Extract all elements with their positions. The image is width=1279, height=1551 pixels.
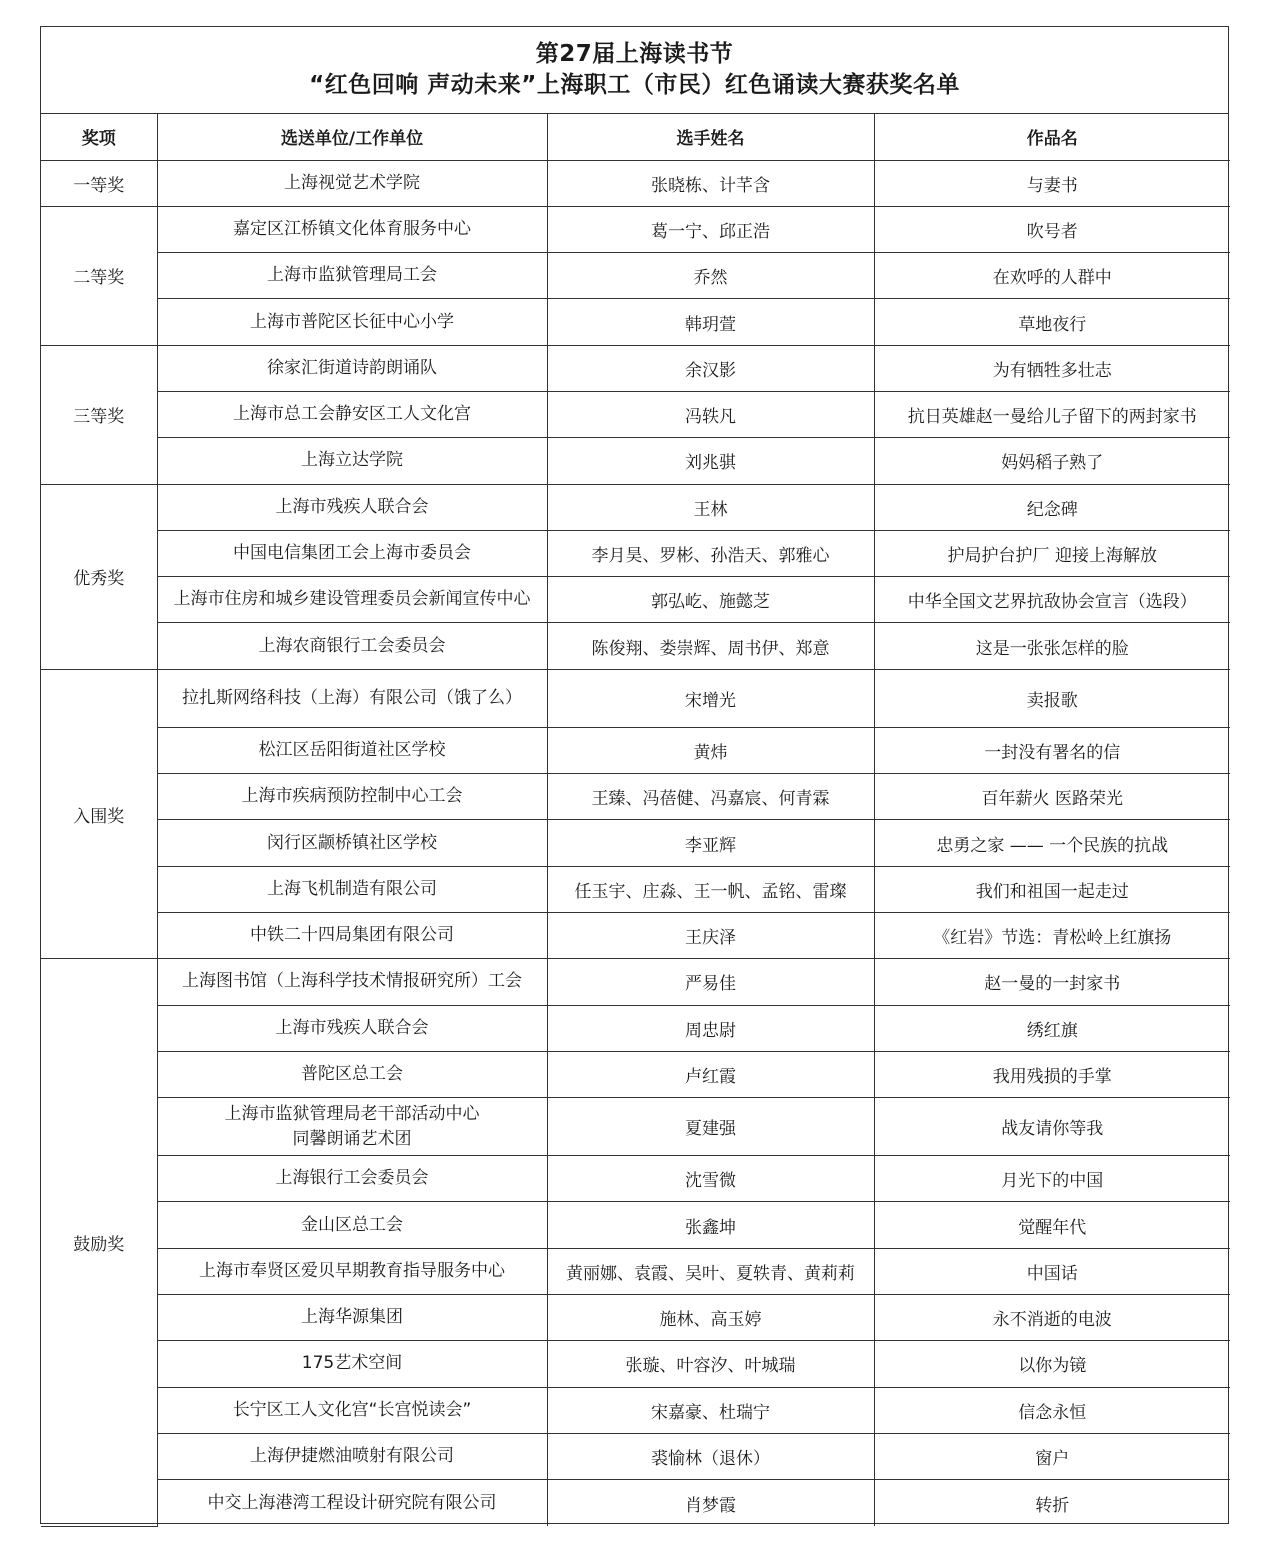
work-title-cell: 妈妈稻子熟了 (874, 438, 1230, 484)
award-level-cell: 三等奖 (41, 345, 157, 484)
award-level-cell: 二等奖 (41, 206, 157, 345)
unit-cell: 金山区总工会 (157, 1202, 547, 1248)
table-row (41, 912, 1230, 958)
table-row (41, 1005, 1230, 1051)
table-row (41, 1051, 1230, 1097)
award-table-body (41, 160, 1230, 1526)
unit-cell: 松江区岳阳街道社区学校 (157, 727, 547, 773)
unit-cell: 上海市疾病预防控制中心工会 (157, 774, 547, 820)
table-row (41, 1295, 1230, 1341)
title-line-1: 第27届上海读书节 (535, 41, 734, 67)
table-row (41, 160, 1230, 206)
contestant-name-cell: 严易佳 (547, 959, 874, 1005)
table-row (41, 1098, 1230, 1156)
contestant-name-cell: 张鑫坤 (547, 1202, 874, 1248)
contestant-name-cell: 周忠尉 (547, 1005, 874, 1051)
award-level-cell: 一等奖 (41, 160, 157, 206)
unit-cell: 长宁区工人文化宫“长宫悦读会” (157, 1387, 547, 1433)
contestant-name-cell: 王臻、冯蓓健、冯嘉宸、何青霖 (547, 774, 874, 820)
unit-cell: 175艺术空间 (157, 1341, 547, 1387)
unit-cell: 上海市监狱管理局工会 (157, 253, 547, 299)
unit-cell: 上海市奉贤区爱贝早期教育指导服务中心 (157, 1248, 547, 1294)
contestant-name-cell: 沈雪微 (547, 1156, 874, 1202)
work-title-cell: 绣红旗 (874, 1005, 1230, 1051)
award-list-document (40, 26, 1229, 1524)
unit-cell: 上海市残疾人联合会 (157, 484, 547, 530)
contestant-name-cell: 韩玥萱 (547, 299, 874, 345)
unit-cell: 嘉定区江桥镇文化体育服务中心 (157, 206, 547, 252)
table-row (41, 1248, 1230, 1294)
work-title-cell: 赵一曼的一封家书 (874, 959, 1230, 1005)
contestant-name-cell: 裘愉林（退休） (547, 1433, 874, 1479)
work-title-cell: 我们和祖国一起走过 (874, 866, 1230, 912)
work-title-cell: 我用残损的手掌 (874, 1051, 1230, 1097)
table-row (41, 391, 1230, 437)
table-row (41, 206, 1230, 252)
contestant-name-cell: 任玉宇、庄淼、王一帆、孟铭、雷璨 (547, 866, 874, 912)
unit-cell: 上海飞机制造有限公司 (157, 866, 547, 912)
header-work: 作品名 (874, 114, 1230, 160)
award-level-cell: 优秀奖 (41, 484, 157, 669)
contestant-name-cell: 余汉影 (547, 345, 874, 391)
unit-line: 同馨朗诵艺术团 (292, 1128, 412, 1149)
contestant-name-cell: 李月昊、罗彬、孙浩天、郭雅心 (547, 530, 874, 576)
unit-cell: 上海市总工会静安区工人文化宫 (157, 391, 547, 437)
work-title-cell: 百年薪火 医路荣光 (874, 774, 1230, 820)
unit-cell: 拉扎斯网络科技（上海）有限公司（饿了么） (157, 669, 547, 727)
contestant-name-cell: 宋增光 (547, 669, 874, 727)
contestant-name-cell: 施林、高玉婷 (547, 1295, 874, 1341)
unit-cell (157, 1098, 547, 1156)
unit-cell: 徐家汇街道诗韵朗诵队 (157, 345, 547, 391)
table-row (41, 866, 1230, 912)
contestant-name-cell: 张晓栋、计芊含 (547, 160, 874, 206)
table-row (41, 577, 1230, 623)
work-title-cell: 与妻书 (874, 160, 1230, 206)
table-row (41, 299, 1230, 345)
work-title-cell: 吹号者 (874, 206, 1230, 252)
work-title-cell: 月光下的中国 (874, 1156, 1230, 1202)
header-unit: 选送单位/工作单位 (157, 114, 547, 160)
unit-cell: 上海农商银行工会委员会 (157, 623, 547, 669)
work-title-cell: 觉醒年代 (874, 1202, 1230, 1248)
table-row (41, 1480, 1230, 1526)
contestant-name-cell: 夏建强 (547, 1098, 874, 1156)
work-title-cell: 中国话 (874, 1248, 1230, 1294)
work-title-cell: 纪念碑 (874, 484, 1230, 530)
contestant-name-cell: 陈俊翔、娄崇辉、周书伊、郑意 (547, 623, 874, 669)
table-row (41, 1202, 1230, 1248)
header-award: 奖项 (41, 114, 157, 160)
award-level-cell: 入围奖 (41, 669, 157, 958)
contestant-name-cell: 乔然 (547, 253, 874, 299)
table-row (41, 1387, 1230, 1433)
work-title-cell: 抗日英雄赵一曼给儿子留下的两封家书 (874, 391, 1230, 437)
unit-cell: 中铁二十四局集团有限公司 (157, 912, 547, 958)
table-header-row (41, 114, 1230, 160)
work-title-cell: 卖报歌 (874, 669, 1230, 727)
unit-line: 上海市监狱管理局老干部活动中心 (224, 1103, 480, 1124)
contestant-name-cell: 黄炜 (547, 727, 874, 773)
table-row (41, 1341, 1230, 1387)
contestant-name-cell: 王林 (547, 484, 874, 530)
header-name: 选手姓名 (547, 114, 874, 160)
work-title-cell: 窗户 (874, 1433, 1230, 1479)
table-row (41, 727, 1230, 773)
contestant-name-cell: 宋嘉豪、杜瑞宁 (547, 1387, 874, 1433)
title-line-2: “红色回响 声动未来”上海职工（市民）红色诵读大赛获奖名单 (309, 72, 960, 98)
work-title-cell: 护局护台护厂 迎接上海解放 (874, 530, 1230, 576)
table-row (41, 530, 1230, 576)
table-row (41, 1433, 1230, 1479)
work-title-cell: 永不消逝的电波 (874, 1295, 1230, 1341)
work-title-cell: 忠勇之家 —— 一个民族的抗战 (874, 820, 1230, 866)
unit-cell: 普陀区总工会 (157, 1051, 547, 1097)
table-row (41, 345, 1230, 391)
contestant-name-cell: 王庆泽 (547, 912, 874, 958)
unit-cell: 中国电信集团工会上海市委员会 (157, 530, 547, 576)
table-row (41, 820, 1230, 866)
table-row (41, 774, 1230, 820)
table-row (41, 623, 1230, 669)
contestant-name-cell: 肖梦霞 (547, 1480, 874, 1526)
unit-cell: 上海伊捷燃油喷射有限公司 (157, 1433, 547, 1479)
contestant-name-cell: 黄丽娜、袁霞、吴叶、夏轶青、黄莉莉 (547, 1248, 874, 1294)
work-title-cell: 战友请你等我 (874, 1098, 1230, 1156)
award-table (41, 114, 1230, 1527)
work-title-cell: 在欢呼的人群中 (874, 253, 1230, 299)
table-row (41, 1156, 1230, 1202)
unit-cell: 上海银行工会委员会 (157, 1156, 547, 1202)
work-title-cell: 中华全国文艺界抗敌协会宣言（选段） (874, 577, 1230, 623)
contestant-name-cell: 李亚辉 (547, 820, 874, 866)
unit-cell: 上海市残疾人联合会 (157, 1005, 547, 1051)
work-title-cell: 这是一张张怎样的脸 (874, 623, 1230, 669)
work-title-cell: 以你为镜 (874, 1341, 1230, 1387)
contestant-name-cell: 葛一宁、邱正浩 (547, 206, 874, 252)
unit-cell: 上海市普陀区长征中心小学 (157, 299, 547, 345)
unit-cell: 上海视觉艺术学院 (157, 160, 547, 206)
contestant-name-cell: 卢红霞 (547, 1051, 874, 1097)
unit-cell: 闵行区颛桥镇社区学校 (157, 820, 547, 866)
work-title-cell: 转折 (874, 1480, 1230, 1526)
award-level-cell: 鼓励奖 (41, 959, 157, 1526)
unit-cell: 上海图书馆（上海科学技术情报研究所）工会 (157, 959, 547, 1005)
contestant-name-cell: 刘兆骐 (547, 438, 874, 484)
work-title-cell: 《红岩》节选：青松岭上红旗扬 (874, 912, 1230, 958)
unit-cell: 中交上海港湾工程设计研究院有限公司 (157, 1480, 547, 1526)
work-title-cell: 为有牺牲多壮志 (874, 345, 1230, 391)
work-title-cell: 草地夜行 (874, 299, 1230, 345)
unit-cell: 上海华源集团 (157, 1295, 547, 1341)
table-row (41, 669, 1230, 727)
table-row (41, 959, 1230, 1005)
work-title-cell: 信念永恒 (874, 1387, 1230, 1433)
contestant-name-cell: 张璇、叶容汐、叶城瑞 (547, 1341, 874, 1387)
unit-cell: 上海市住房和城乡建设管理委员会新闻宣传中心 (157, 577, 547, 623)
contestant-name-cell: 郭弘屹、施懿芝 (547, 577, 874, 623)
document-title (41, 27, 1228, 114)
table-row (41, 253, 1230, 299)
work-title-cell: 一封没有署名的信 (874, 727, 1230, 773)
unit-cell: 上海立达学院 (157, 438, 547, 484)
contestant-name-cell: 冯轶凡 (547, 391, 874, 437)
table-row (41, 484, 1230, 530)
table-row (41, 438, 1230, 484)
